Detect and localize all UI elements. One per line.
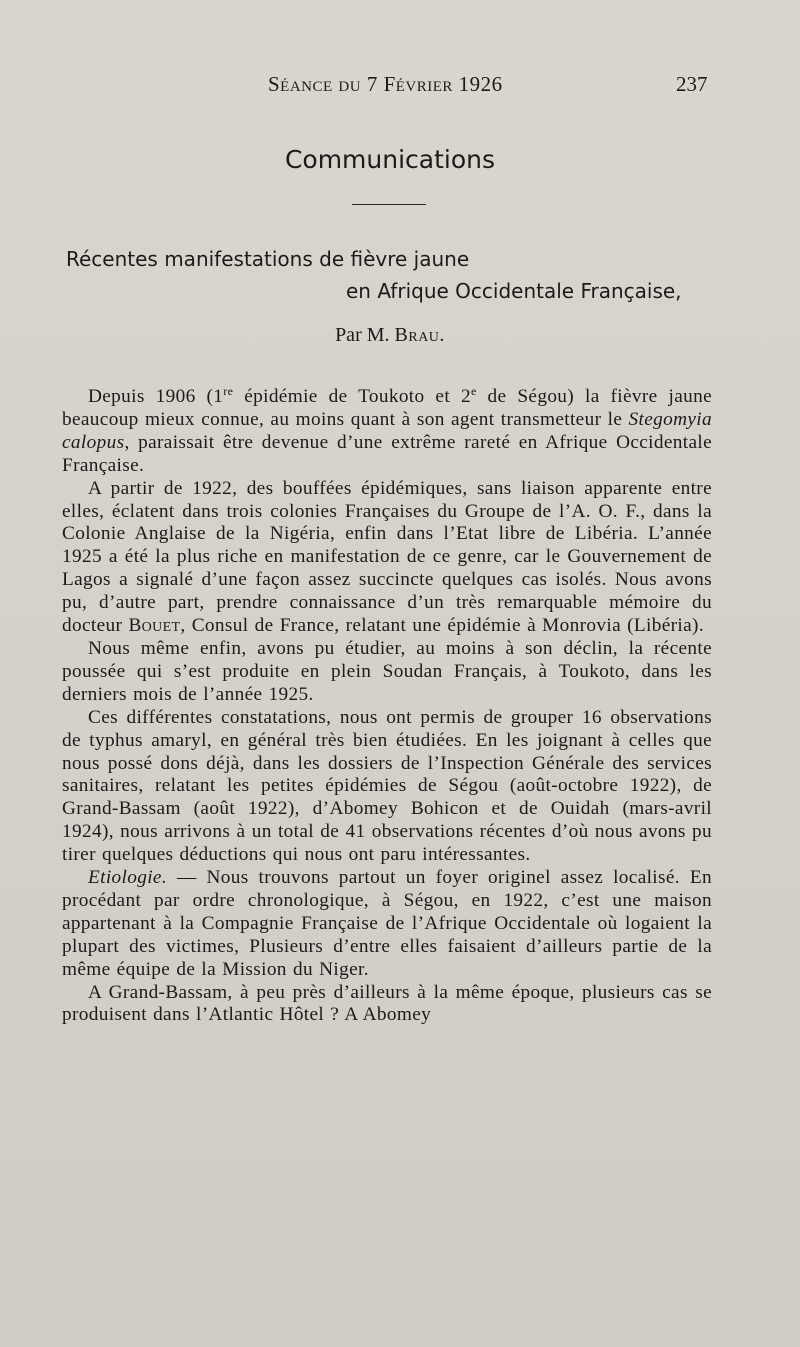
article-title (66, 243, 716, 307)
superscript-re: re (223, 383, 234, 398)
paragraph-3: Nous même enfin, avons pu étudier, au moins à son déclin, la récente poussée qui s’est produite en plein Soudan Français, à Toukoto, dans les derniers mois de l’année 1925. (62, 637, 712, 705)
paragraph-2 (62, 478, 712, 638)
article-body (62, 383, 712, 1027)
paragraph-4: Ces différentes constatations, nous ont permis de grouper 16 observations de typhus amaryl, en général très bien étudiées. En les joignant à celles que nous possé dons déjà, dans les dossiers de l’Inspection Générale des services sanitaires, relatant les petites épidémies de Ségou (août-octobre 1922), de Grand-Bassam (août 1922), d’Abomey Bohicon et de Ouidah (mars-avril 1924), nous arrivons à un total de 41 observations récentes d’où nous avons pu tirer quelques déductions qui nous ont paru intéressantes. (62, 706, 712, 866)
paragraph-1-text-c: de Ségou) la fièvre jaune beaucoup mieux connue, au moins quant à son agent transmetteur le (62, 386, 712, 430)
paragraph-2-text-a: A partir de 1922, des bouffées épidémiques, sans liaison apparente entre elles, éclatent dans trois colonies Françaises du Groupe de l’A. O. F., dans la Colonie Anglaise de la Nigéria, enfin dans l’Etat libre de Libéria. L’année 1925 a été la plus riche en manifestation de ce genre, car le Gouvernement de Lagos a signalé d’une façon assez succincte quelques cas isolés. Nous avons pu, d’autre part, prendre connaissance d’un très remarquable mémoire du docteur (62, 477, 712, 637)
page-number: 237 (676, 72, 708, 96)
title-divider (352, 204, 426, 205)
paragraph-2-text-b: , Consul de France, relatant une épidémie à Monrovia (Libéria). (180, 615, 704, 637)
byline-prefix: Par M. (335, 324, 390, 346)
byline (0, 324, 780, 347)
paragraph-1-text-a: Depuis 1906 (1 (88, 386, 224, 407)
paragraph-1-text-b: épidémie de Toukoto et 2 (233, 386, 471, 407)
person-name: Bouet (128, 615, 181, 637)
paragraph-1-text-d: , paraissait être devenue d’une extrême rareté en Afrique Occidentale Française. (62, 431, 712, 476)
running-title: Séance du 7 Février 1926 (268, 72, 503, 96)
superscript-e: e (470, 383, 477, 398)
paragraph-5 (62, 867, 712, 982)
article-title-line-2: en Afrique Occidentale Française, (346, 279, 682, 303)
species-name: Stegomyia calopus (62, 408, 712, 453)
section-title: Communications (284, 145, 496, 174)
paragraph-1 (62, 383, 712, 478)
paragraph-6: A Grand-Bassam, à peu près d’ailleurs à la même époque, plusieurs cas se produisent dans l’Atlantic Hôtel ? A Abomey (62, 981, 712, 1026)
paragraph-5-text: — Nous trouvons partout un foyer originel assez localisé. En procédant par ordre chronologique, à Ségou, en 1922, c’est une maison appartenant à la Compagnie Française de l’Afrique Occidentale où logaient la plupart des victimes, Plusieurs d’entre elles faisaient d’ailleurs partie de la même équipe de la Mission du Niger. (62, 867, 712, 980)
subsection-heading: Etiologie. (88, 867, 168, 889)
author-name: Brau. (394, 324, 445, 346)
article-title-line-1: Récentes manifestations de fièvre jaune (66, 247, 470, 271)
